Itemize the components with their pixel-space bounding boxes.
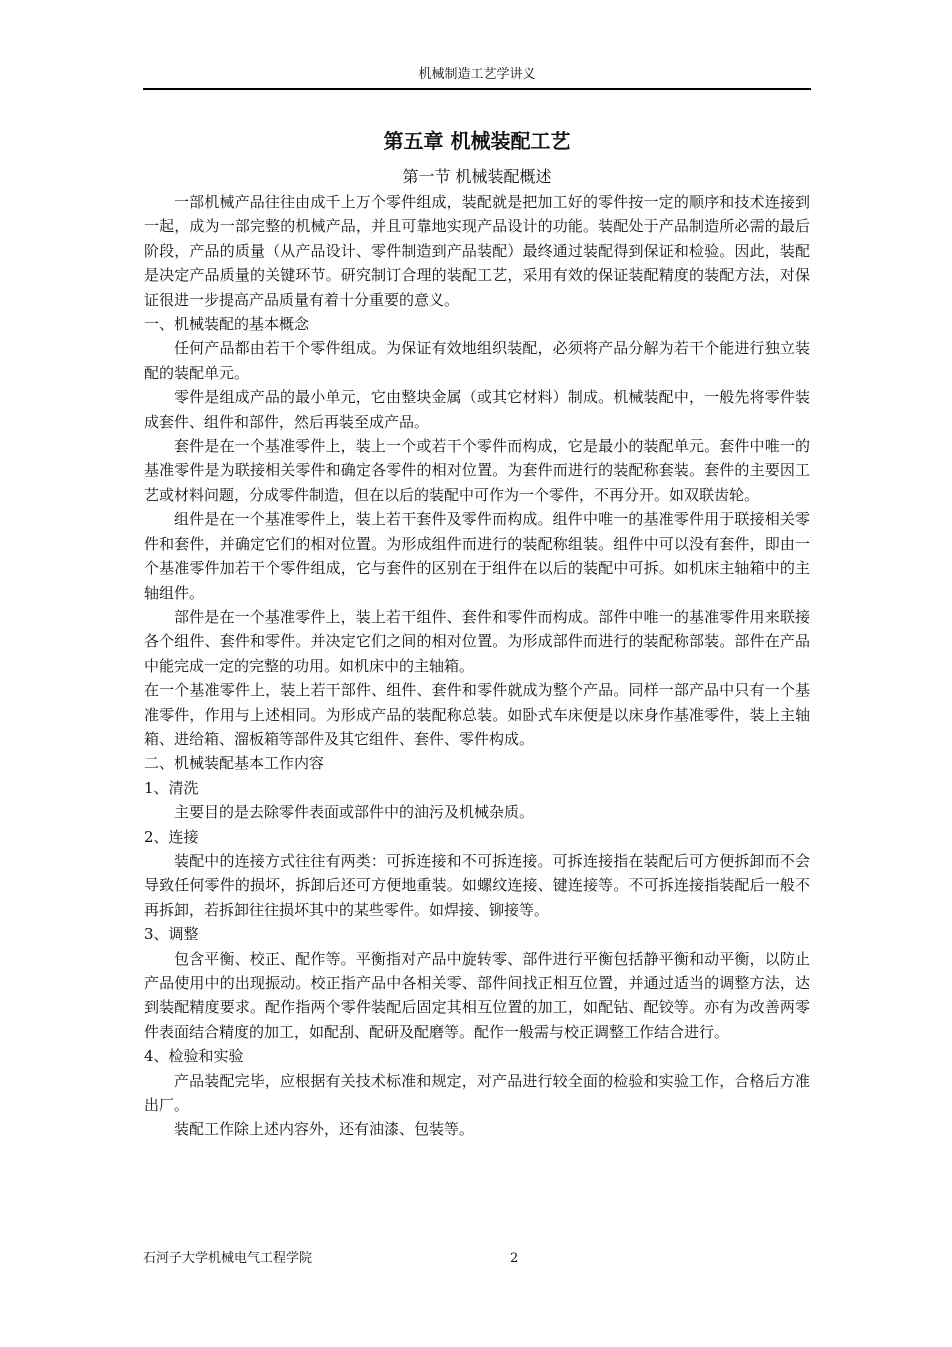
paragraph-part: 零件是组成产品的最小单元，它由整块金属（或其它材料）制成。机械装配中，一般先将零件装成套件、组件和部件，然后再装至成产品。 [144, 388, 810, 431]
footer-institution: 石河子大学机械电气工程学院 [143, 1251, 313, 1266]
paragraph-inspection: 产品装配完毕，应根据有关技术标准和规定，对产品进行较全面的检验和实验工作，合格后方准出厂。 [144, 1071, 810, 1115]
paragraph-final-assembly: 在一个基准零件上，装上若干部件、组件、套件和零件就成为整个产品。同样一部产品中只有一个基准零件，作用与上述相同。为形成产品的装配称总装。如卧式车床便是以床身作基准零件，装上主轴箱、进给箱、溜板箱等部件及其它组件、套件、零件构成。 [144, 681, 810, 748]
page-number: 2 [510, 1251, 519, 1266]
running-header: 机械制造工艺学讲义 [418, 67, 536, 82]
paragraph-connection: 装配中的连接方式往往有两类：可拆连接和不可拆连接。可拆连接指在装配后可方便拆卸而不会导致任何零件的损坏，拆卸后还可方便地重装。如螺纹连接、键连接等。不可拆连接指装配后一般不再拆卸，若拆卸往往损坏其中的某些零件。如焊接、铆接等。 [144, 851, 810, 919]
paragraph-intro: 一部机械产品往往由成千上万个零件组成，装配就是把加工好的零件按一定的顺序和技术连接到一起，成为一部完整的机械产品，并且可靠地实现产品设计的功能。装配处于产品制造所必需的最后阶段，产品的质量（从产品设计、零件制造到产品装配）最终通过装配得到保证和检验。因此，装配是决定产品质量的关键环节。研究制订合理的装配工艺，采用有效的保证装配精度的装配方法，对保证很进一步提高产品质量有着十分重要的意义。 [144, 193, 810, 309]
section-title: 第一节 机械装配概述 [402, 167, 552, 186]
heading-inspection: 4、检验和实验 [144, 1047, 244, 1066]
paragraph-other-work: 装配工作除上述内容外，还有油漆、包装等。 [174, 1120, 475, 1139]
paragraph-cleaning: 主要目的是去除零件表面或部件中的油污及机械杂质。 [174, 803, 535, 822]
heading-cleaning: 1、清洗 [144, 778, 199, 797]
header-rule [143, 88, 811, 90]
heading-adjustment: 3、调整 [144, 925, 199, 944]
paragraph-kit: 套件是在一个基准零件上，装上一个或若干个零件而构成，它是最小的装配单元。套件中唯一的基准零件是为联接相关零件和确定各零件的相对位置。为套件而进行的装配称套装。套件的主要因工艺或材料问题，分成零件制造，但在以后的装配中可作为一个零件，不再分开。如双联齿轮。 [144, 437, 810, 504]
paragraph-assembly-units: 任何产品都由若干个零件组成。为保证有效地组织装配，必须将产品分解为若干个能进行独立装配的装配单元。 [144, 339, 810, 382]
paragraph-adjustment: 包含平衡、校正、配作等。平衡指对产品中旋转零、部件进行平衡包括静平衡和动平衡，以防止产品使用中的出现振动。校正指产品中各相关零、部件间找正相互位置，并通过适当的调整方法，达到装配精度要求。配作指两个零件装配后固定其相互位置的加工，如配钻、配铰等。亦有为改善两零件表面结合精度的加工，如配刮、配研及配磨等。配作一般需与校正调整工作结合进行。 [144, 949, 810, 1041]
heading-connection: 2、连接 [144, 827, 199, 846]
heading-basic-concepts: 一、机械装配的基本概念 [144, 315, 310, 334]
page-body [144, 122, 810, 1142]
heading-work-content: 二、机械装配基本工作内容 [144, 754, 325, 773]
paragraph-component: 组件是在一个基准零件上，装上若干套件及零件而构成。组件中唯一的基准零件用于联接相关零件和套件，并确定它们的相对位置。为形成组件而进行的装配称组装。组件中可以没有套件，即由一个基准零件加若干个零件组成，它与套件的区别在于组件在以后的装配中可拆。如机床主轴箱中的主轴组件。 [144, 510, 810, 602]
chapter-title: 第五章 机械装配工艺 [383, 129, 571, 153]
paragraph-subassembly: 部件是在一个基准零件上，装上若干组件、套件和零件而构成。部件中唯一的基准零件用来联接各个组件、套件和零件。并决定它们之间的相对位置。为形成部件而进行的装配称部装。部件在产品中能完成一定的完整的功用。如机床中的主轴箱。 [144, 607, 810, 675]
